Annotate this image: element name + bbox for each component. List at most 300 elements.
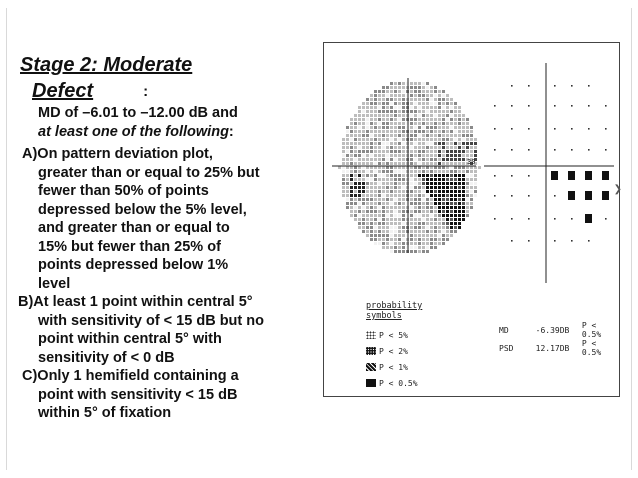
greyscale-cell [438, 214, 441, 217]
greyscale-cell [470, 206, 473, 209]
legend-row [366, 375, 436, 391]
greyscale-cell [346, 138, 349, 141]
greyscale-cell [410, 174, 413, 177]
greyscale-cell [450, 198, 453, 201]
greyscale-cell [378, 90, 381, 93]
greyscale-cell [358, 202, 361, 205]
greyscale-cell [366, 138, 369, 141]
greyscale-cell [370, 210, 373, 213]
greyscale-cell [402, 186, 405, 189]
greyscale-cell [430, 226, 433, 229]
greyscale-cell [342, 142, 345, 145]
greyscale-cell [430, 154, 433, 157]
greyscale-cell [442, 194, 445, 197]
greyscale-cell [358, 194, 361, 197]
probability-header: probability symbols [366, 301, 423, 321]
greyscale-cell [410, 202, 413, 205]
greyscale-cell [462, 202, 465, 205]
greyscale-cell [438, 150, 441, 153]
greyscale-cell [426, 230, 429, 233]
greyscale-cell [422, 114, 425, 117]
greyscale-cell [394, 246, 397, 249]
greyscale-cell [426, 94, 429, 97]
greyscale-cell [466, 142, 469, 145]
greyscale-cell [426, 106, 429, 109]
intro-line-2 [18, 123, 318, 142]
greyscale-cell [426, 226, 429, 229]
greyscale-cell [390, 226, 393, 229]
greyscale-cell [378, 198, 381, 201]
greyscale-cell [434, 154, 437, 157]
greyscale-cell [422, 178, 425, 181]
greyscale-cell [422, 202, 425, 205]
greyscale-cell [350, 118, 353, 121]
greyscale-cell [394, 90, 397, 93]
greyscale-cell [438, 94, 441, 97]
greyscale-cell [446, 170, 449, 173]
greyscale-cell [410, 230, 413, 233]
greyscale-cell [454, 170, 457, 173]
greyscale-cell [410, 110, 413, 113]
greyscale-cell [390, 238, 393, 241]
greyscale-cell [358, 210, 361, 213]
greyscale-cell [410, 86, 413, 89]
greyscale-cell [394, 198, 397, 201]
greyscale-cell [466, 186, 469, 189]
pattern-normal-point [588, 105, 590, 107]
greyscale-cell [378, 130, 381, 133]
greyscale-cell [446, 114, 449, 117]
greyscale-cell [466, 146, 469, 149]
greyscale-cell [354, 194, 357, 197]
greyscale-cell [418, 114, 421, 117]
greyscale-cell [474, 182, 477, 185]
greyscale-cell [398, 174, 401, 177]
greyscale-cell [462, 142, 465, 145]
greyscale-cell [410, 146, 413, 149]
greyscale-cell [346, 190, 349, 193]
greyscale-cell [466, 134, 469, 137]
greyscale-cell [418, 170, 421, 173]
greyscale-cell [390, 158, 393, 161]
greyscale-cell [470, 190, 473, 193]
greyscale-cell [442, 206, 445, 209]
greyscale-cell [346, 146, 349, 149]
greyscale-cell [470, 174, 473, 177]
greyscale-cell [350, 142, 353, 145]
greyscale-cell [374, 154, 377, 157]
greyscale-cell [458, 118, 461, 121]
greyscale-cell [422, 98, 425, 101]
greyscale-cell [386, 178, 389, 181]
greyscale-cell [398, 90, 401, 93]
greyscale-cell [394, 122, 397, 125]
greyscale-cell [426, 102, 429, 105]
greyscale-cell [382, 230, 385, 233]
greyscale-cell [354, 158, 357, 161]
greyscale-cell [398, 230, 401, 233]
greyscale-cell [458, 202, 461, 205]
greyscale-cell [354, 218, 357, 221]
greyscale-cell [414, 198, 417, 201]
greyscale-cell [434, 194, 437, 197]
greyscale-cell [378, 206, 381, 209]
greyscale-cell [378, 118, 381, 121]
greyscale-cell [474, 142, 477, 145]
greyscale-cell [370, 174, 373, 177]
criterion-a-line: and greater than or equal to [38, 220, 230, 236]
greyscale-cell [442, 154, 445, 157]
greyscale-cell [378, 218, 381, 221]
greyscale-cell [446, 122, 449, 125]
greyscale-cell [446, 98, 449, 101]
greyscale-cell [394, 230, 397, 233]
greyscale-cell [450, 118, 453, 121]
greyscale-cell [450, 194, 453, 197]
greyscale-cell [366, 126, 369, 129]
greyscale-cell [454, 190, 457, 193]
greyscale-cell [426, 150, 429, 153]
pattern-normal-point [554, 85, 556, 87]
greyscale-cell [446, 218, 449, 221]
pattern-normal-point [494, 218, 496, 220]
greyscale-cell [366, 174, 369, 177]
greyscale-cell [462, 118, 465, 121]
greyscale-cell [458, 154, 461, 157]
greyscale-cell [354, 130, 357, 133]
greyscale-cell [458, 226, 461, 229]
greyscale-cell [422, 82, 425, 85]
greyscale-cell [430, 134, 433, 137]
greyscale-cell [474, 154, 477, 157]
greyscale-cell [466, 122, 469, 125]
greyscale-cell [350, 198, 353, 201]
greyscale-cell [466, 194, 469, 197]
greyscale-cell [358, 154, 361, 157]
greyscale-cell [442, 126, 445, 129]
greyscale-cell [422, 250, 425, 253]
greyscale-cell [442, 234, 445, 237]
criterion-a-line: A)On pattern deviation plot, [22, 146, 213, 162]
greyscale-cell [418, 174, 421, 177]
greyscale-cell [454, 134, 457, 137]
pattern-normal-point [588, 85, 590, 87]
greyscale-cell [426, 186, 429, 189]
greyscale-cell [410, 198, 413, 201]
greyscale-cell [370, 118, 373, 121]
greyscale-cell [394, 210, 397, 213]
greyscale-cell [350, 210, 353, 213]
greyscale-cell [446, 134, 449, 137]
greyscale-cell [362, 134, 365, 137]
greyscale-cell [430, 110, 433, 113]
greyscale-cell [354, 162, 357, 165]
greyscale-cell [394, 222, 397, 225]
greyscale-cell [450, 202, 453, 205]
greyscale-cell [374, 114, 377, 117]
greyscale-cell [370, 226, 373, 229]
greyscale-cell [398, 178, 401, 181]
greyscale-cell [462, 162, 465, 165]
stat-value: 12.17DB [535, 343, 570, 353]
greyscale-cell [446, 174, 449, 177]
greyscale-cell [454, 142, 457, 145]
greyscale-cell [442, 174, 445, 177]
pattern-normal-point [511, 105, 513, 107]
greyscale-cell [422, 106, 425, 109]
greyscale-cell [398, 198, 401, 201]
greyscale-cell [378, 210, 381, 213]
greyscale-cell [466, 170, 469, 173]
greyscale-cell [366, 150, 369, 153]
greyscale-cell [346, 202, 349, 205]
greyscale-cell [430, 130, 433, 133]
greyscale-cell [438, 198, 441, 201]
greyscale-cell [378, 186, 381, 189]
greyscale-cell [426, 174, 429, 177]
greyscale-cell [434, 214, 437, 217]
greyscale-cell [438, 162, 441, 165]
greyscale-cell [434, 114, 437, 117]
greyscale-cell [350, 146, 353, 149]
greyscale-cell [450, 98, 453, 101]
greyscale-cell [414, 238, 417, 241]
greyscale-cell [442, 110, 445, 113]
greyscale-cell [438, 158, 441, 161]
greyscale-cell [418, 230, 421, 233]
greyscale-cell [398, 122, 401, 125]
greyscale-cell [418, 210, 421, 213]
legend-label: P < 5% [379, 330, 408, 340]
greyscale-cell [386, 110, 389, 113]
greyscale-cell [390, 178, 393, 181]
pattern-normal-point [494, 105, 496, 107]
greyscale-cell [402, 142, 405, 145]
greyscale-cell [394, 174, 397, 177]
greyscale-cell [410, 186, 413, 189]
greyscale-cell [402, 126, 405, 129]
greyscale-cell [378, 230, 381, 233]
greyscale-cell [362, 150, 365, 153]
greyscale-cell [418, 158, 421, 161]
greyscale-cell [462, 134, 465, 137]
greyscale-cell [394, 190, 397, 193]
greyscale-cell [414, 202, 417, 205]
greyscale-cell [434, 234, 437, 237]
greyscale-cell [426, 142, 429, 145]
greyscale-cell [370, 130, 373, 133]
greyscale-cell [410, 122, 413, 125]
greyscale-cell [346, 198, 349, 201]
greyscale-cell [402, 226, 405, 229]
greyscale-cell [462, 126, 465, 129]
greyscale-cell [398, 202, 401, 205]
greyscale-cell [402, 118, 405, 121]
greyscale-cell [458, 130, 461, 133]
greyscale-cell [370, 138, 373, 141]
greyscale-cell [422, 122, 425, 125]
greyscale-cell [434, 226, 437, 229]
greyscale-cell [366, 214, 369, 217]
greyscale-cell [378, 226, 381, 229]
pattern-normal-point [571, 149, 573, 151]
greyscale-cell [414, 242, 417, 245]
greyscale-cell [446, 146, 449, 149]
greyscale-cell [402, 234, 405, 237]
greyscale-cell [450, 114, 453, 117]
greyscale-cell [454, 158, 457, 161]
greyscale-cell [366, 234, 369, 237]
greyscale-cell [382, 94, 385, 97]
greyscale-cell [434, 178, 437, 181]
greyscale-cell [410, 162, 413, 165]
greyscale-cell [358, 206, 361, 209]
greyscale-cell [442, 214, 445, 217]
greyscale-cell [426, 154, 429, 157]
greyscale-cell [374, 186, 377, 189]
greyscale-cell [386, 242, 389, 245]
greyscale-cell [454, 206, 457, 209]
greyscale-cell [430, 222, 433, 225]
greyscale-cell [378, 238, 381, 241]
greyscale-cell [418, 138, 421, 141]
greyscale-cell [370, 198, 373, 201]
greyscale-cell [434, 146, 437, 149]
slide-border-right [631, 8, 632, 470]
greyscale-cell [382, 194, 385, 197]
greyscale-cell [470, 170, 473, 173]
greyscale-cell [434, 162, 437, 165]
greyscale-cell [426, 86, 429, 89]
greyscale-cell [374, 162, 377, 165]
greyscale-cell [386, 98, 389, 101]
greyscale-cell [442, 90, 445, 93]
greyscale-cell [378, 150, 381, 153]
next-slide-arrow-icon[interactable]: ❯ [613, 184, 622, 195]
greyscale-cell [350, 130, 353, 133]
greyscale-cell [438, 114, 441, 117]
greyscale-cell [354, 206, 357, 209]
greyscale-cell [374, 94, 377, 97]
greyscale-cell [450, 106, 453, 109]
greyscale-cell [454, 110, 457, 113]
greyscale-cell [418, 190, 421, 193]
greyscale-cell [378, 222, 381, 225]
greyscale-cell [418, 242, 421, 245]
greyscale-cell [434, 90, 437, 93]
greyscale-cell [378, 182, 381, 185]
criterion-c-line: within 5° of fixation [38, 405, 172, 421]
greyscale-cell [402, 210, 405, 213]
greyscale-cell [462, 170, 465, 173]
pattern-normal-point [528, 195, 530, 197]
criterion-b-line: point within central 5° with [38, 331, 222, 347]
greyscale-cell [454, 186, 457, 189]
pattern-normal-point [554, 240, 556, 242]
greyscale-cell [446, 162, 449, 165]
greyscale-cell [382, 222, 385, 225]
greyscale-cell [422, 214, 425, 217]
greyscale-cell [386, 174, 389, 177]
visual-field-figure [323, 42, 620, 397]
greyscale-cell [446, 202, 449, 205]
greyscale-cell [398, 162, 401, 165]
greyscale-cell [418, 90, 421, 93]
greyscale-cell [374, 174, 377, 177]
greyscale-cell [414, 222, 417, 225]
greyscale-cell [382, 130, 385, 133]
greyscale-cell [346, 194, 349, 197]
greyscale-cell [450, 142, 453, 145]
greyscale-cell [382, 170, 385, 173]
greyscale-cell [410, 98, 413, 101]
greyscale-cell [426, 214, 429, 217]
greyscale-cell [362, 198, 365, 201]
greyscale-cell [386, 146, 389, 149]
greyscale-cell [378, 178, 381, 181]
greyscale-cell [358, 214, 361, 217]
greyscale-cell [346, 186, 349, 189]
greyscale-cell [434, 118, 437, 121]
greyscale-cell [442, 222, 445, 225]
greyscale-cell [354, 202, 357, 205]
stat-value: -6.39DB [535, 325, 570, 335]
greyscale-cell [410, 214, 413, 217]
greyscale-cell [434, 94, 437, 97]
greyscale-cell [358, 222, 361, 225]
greyscale-cell [410, 134, 413, 137]
greyscale-cell [390, 190, 393, 193]
greyscale-cell [414, 154, 417, 157]
greyscale-cell [378, 146, 381, 149]
legend-row [366, 359, 436, 375]
greyscale-cell [402, 230, 405, 233]
greyscale-cell [394, 142, 397, 145]
greyscale-cell [430, 138, 433, 141]
greyscale-cell [394, 206, 397, 209]
greyscale-cell [474, 174, 477, 177]
greyscale-cell [414, 114, 417, 117]
greyscale-cell [430, 94, 433, 97]
greyscale-cell [430, 150, 433, 153]
greyscale-cell [470, 142, 473, 145]
greyscale-cell [422, 190, 425, 193]
greyscale-cell [402, 250, 405, 253]
greyscale-cell [382, 174, 385, 177]
greyscale-cell [378, 170, 381, 173]
greyscale-cell [398, 142, 401, 145]
intro-line-1: MD of –6.01 to –12.00 dB and [38, 105, 238, 121]
greyscale-cell [382, 126, 385, 129]
greyscale-cell [354, 178, 357, 181]
greyscale-cell [442, 118, 445, 121]
greyscale-cell [470, 202, 473, 205]
greyscale-cell [442, 170, 445, 173]
global-indices [499, 321, 619, 357]
greyscale-cell [458, 142, 461, 145]
greyscale-cell [470, 146, 473, 149]
pattern-normal-point [528, 149, 530, 151]
pattern-normal-point [511, 218, 513, 220]
greyscale-cell [426, 210, 429, 213]
greyscale-cell [454, 230, 457, 233]
greyscale-cell [386, 94, 389, 97]
greyscale-cell [382, 182, 385, 185]
greyscale-cell [370, 106, 373, 109]
greyscale-cell [438, 194, 441, 197]
greyscale-cell [382, 186, 385, 189]
greyscale-cell [394, 86, 397, 89]
